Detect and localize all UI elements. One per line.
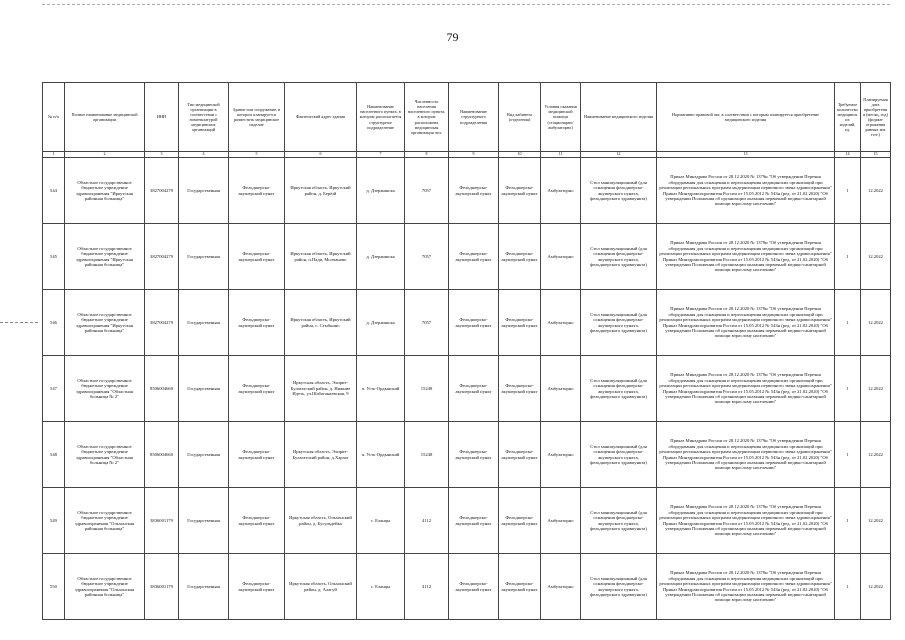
care-conditions-cell: Амбулаторно [541,554,581,620]
header-row [43,83,891,152]
purchase-date-cell: 12.2022 [861,554,891,620]
row-number-cell: 548 [43,422,65,488]
purchase-date-cell: 12.2022 [861,158,891,224]
building-cell: Фельдшерско-акушерский пункт [229,158,285,224]
legal-act-cell: Приказ Минздрава России от 28.12.2020 № 1379н "Об утверждении Перечня оборудования для оснащения и переоснащения медицинских организаций при реализации региональных программ модернизации первичного звена здравоохранения" Приказ Минздравсоцразвития России от 15.05.2012 № 543н (ред. от 21.02.2020) "Об утверждении Положения об организации оказания первичной медико-санитарной помощи взрослому населению" [657,554,835,620]
quantity-cell: 1 [835,422,861,488]
table-row [43,158,891,224]
purchase-date-cell: 12.2022 [861,422,891,488]
locality-cell: с. Еланцы [357,554,405,620]
column-number: 12 [581,152,657,158]
inn-cell: 8506004660 [145,356,179,422]
building-cell: Фельдшерско-акушерский пункт [229,356,285,422]
locality-cell: д. Дзержинска [357,290,405,356]
legal-act-cell: Приказ Минздрава России от 28.12.2020 № 1379н "Об утверждении Перечня оборудования для оснащения и переоснащения медицинских организаций при реализации региональных программ модернизации первичного звена здравоохранения" Приказ Минздравсоцразвития России от 15.05.2012 № 543н (ред. от 21.02.2020) "Об утверждении Положения об организации оказания первичной медико-санитарной помощи взрослому населению" [657,356,835,422]
org-type-cell: Государственная [179,224,229,290]
purchase-date-cell: 12.2022 [861,356,891,422]
table-row [43,554,891,620]
header-cell: Численность населения населенного пункта, в котором расположена медицинская организация чел. [405,83,449,152]
population-cell: 7057 [405,158,449,224]
address-cell: Иркутская область, Иркутский район, д. Берёзй [285,158,357,224]
quantity-cell: 1 [835,554,861,620]
quantity-cell: 1 [835,158,861,224]
device-name-cell: Стол манипуляционный (для оснащения фельдшерско-акушерского пункта, фельдшерского здравпункта) [581,290,657,356]
column-number: 3 [145,152,179,158]
inn-cell: 3827004279 [145,224,179,290]
device-name-cell: Стол манипуляционный (для оснащения фельдшерско-акушерского пункта, фельдшерского здравпункта) [581,158,657,224]
care-conditions-cell: Амбулаторно [541,158,581,224]
inn-cell: 3836001179 [145,554,179,620]
column-number: 8 [405,152,449,158]
column-number: 11 [541,152,581,158]
header-cell: Нормативно-правовой акт, в соответствии с которым планируется приобретение медицинского изделия [657,83,835,152]
header-cell: Наименование медицинского изделия [581,83,657,152]
row-number-cell: 546 [43,290,65,356]
row-number-cell: 547 [43,356,65,422]
population-cell: 15248 [405,422,449,488]
address-cell: Иркутская область, Эхирит-Булагатский район, д.Харзат [285,422,357,488]
quantity-cell: 1 [835,488,861,554]
structural-unit-cell: Фельдшерско-акушерский пункт [449,488,499,554]
row-number-cell: 545 [43,224,65,290]
cabinet-type-cell: Фельдшерско-акушерский пункт [499,422,541,488]
org-name-cell: Областное государственное бюджетное учреждение здравоохранения "Ольхонская районная больница" [65,554,145,620]
population-cell: 7057 [405,290,449,356]
device-name-cell: Стол манипуляционный (для оснащения фельдшерско-акушерского пункта, фельдшерского здравпункта) [581,488,657,554]
building-cell: Фельдшерско-акушерский пункт [229,422,285,488]
legal-act-cell: Приказ Минздрава России от 28.12.2020 № 1379н "Об утверждении Перечня оборудования для оснащения и переоснащения медицинских организаций при реализации региональных программ модернизации первичного звена здравоохранения" Приказ Минздравсоцразвития России от 15.05.2012 № 543н (ред. от 21.02.2020) "Об утверждении Положения об организации оказания первичной медико-санитарной помощи взрослому населению" [657,488,835,554]
population-cell: 15248 [405,356,449,422]
row-number-cell: 550 [43,554,65,620]
table-row [43,290,891,356]
column-number: 14 [835,152,861,158]
header-cell: № п/п [43,83,65,152]
org-name-cell: Областное государственное бюджетное учреждение здравоохранения "Областная больница № 2" [65,422,145,488]
header-cell: Наименование населенного пункта, в котором располагается структурное подразделение [357,83,405,152]
table-row [43,422,891,488]
org-name-cell: Областное государственное бюджетное учреждение здравоохранения "Ольхонская районная больница" [65,488,145,554]
header-cell: Тип медицинской организации в соответствии с номенклатурой медицинских организаций [179,83,229,152]
care-conditions-cell: Амбулаторно [541,488,581,554]
org-name-cell: Областное государственное бюджетное учреждение здравоохранения "Иркутская районная больница" [65,158,145,224]
care-conditions-cell: Амбулаторно [541,224,581,290]
locality-cell: п. Усть-Ордынский [357,356,405,422]
table-row [43,356,891,422]
care-conditions-cell: Амбулаторно [541,422,581,488]
cabinet-type-cell: Фельдшерско-акушерский пункт [499,290,541,356]
org-type-cell: Государственная [179,554,229,620]
cabinet-type-cell: Фельдшерско-акушерский пункт [499,224,541,290]
inn-cell: 3827004279 [145,290,179,356]
address-cell: Иркутская область, Ольхонский район, д. Бугульдейка [285,488,357,554]
page-number: 79 [446,30,459,44]
cabinet-type-cell: Фельдшерско-акушерский пункт [499,488,541,554]
header-cell: Полное наименование медицинской организации [65,83,145,152]
column-number: 13 [657,152,835,158]
address-cell: Иркутская область, Иркутский район, п.Пади, Молчаново [285,224,357,290]
header-cell: Фактический адрес здания [285,83,357,152]
header-cell: Вид кабинета (отделения) [499,83,541,152]
org-name-cell: Областное государственное бюджетное учреждение здравоохранения "Иркутская районная больница" [65,224,145,290]
locality-cell: п. Усть-Ордынский [357,422,405,488]
locality-cell: д. Дзержинска [357,224,405,290]
structural-unit-cell: Фельдшерско-акушерский пункт [449,224,499,290]
quantity-cell: 1 [835,356,861,422]
legal-act-cell: Приказ Минздрава России от 28.12.2020 № 1379н "Об утверждении Перечня оборудования для оснащения и переоснащения медицинских организаций при реализации региональных программ модернизации первичного звена здравоохранения" Приказ Минздравсоцразвития России от 15.05.2012 № 543н (ред. от 21.02.2020) "Об утверждении Положения об организации оказания первичной медико-санитарной помощи взрослому населению" [657,224,835,290]
device-name-cell: Стол манипуляционный (для оснащения фельдшерско-акушерского пункта, фельдшерского здравпункта) [581,356,657,422]
scan-margin-mark [0,322,38,323]
inn-cell: 8506004660 [145,422,179,488]
column-number: 1 [43,152,65,158]
structural-unit-cell: Фельдшерско-акушерский пункт [449,290,499,356]
column-number: 5 [229,152,285,158]
structural-unit-cell: Фельдшерско-акушерский пункт [449,422,499,488]
quantity-cell: 1 [835,224,861,290]
locality-cell: д. Дзержинска [357,158,405,224]
care-conditions-cell: Амбулаторно [541,356,581,422]
building-cell: Фельдшерско-акушерский пункт [229,224,285,290]
table-row [43,224,891,290]
org-type-cell: Государственная [179,356,229,422]
purchase-date-cell: 12.2022 [861,488,891,554]
device-name-cell: Стол манипуляционный (для оснащения фельдшерско-акушерского пункта, фельдшерского здравпункта) [581,554,657,620]
column-number: 2 [65,152,145,158]
address-cell: Иркутская область, Иркутский район, с. Стыбкино [285,290,357,356]
legal-act-cell: Приказ Минздрава России от 28.12.2020 № 1379н "Об утверждении Перечня оборудования для оснащения и переоснащения медицинских организаций при реализации региональных программ модернизации первичного звена здравоохранения" Приказ Минздравсоцразвития России от 15.05.2012 № 543н (ред. от 21.02.2020) "Об утверждении Положения об организации оказания первичной медико-санитарной помощи взрослому населению" [657,158,835,224]
header-cell: Планируемая дата приобретения (месяц, год) (формат отражения данных мм. гггг.) [861,83,891,152]
legal-act-cell: Приказ Минздрава России от 28.12.2020 № 1379н "Об утверждении Перечня оборудования для оснащения и переоснащения медицинских организаций при реализации региональных программ модернизации первичного звена здравоохранения" Приказ Минздравсоцразвития России от 15.05.2012 № 543н (ред. от 21.02.2020) "Об утверждении Положения об организации оказания первичной медико-санитарной помощи взрослому населению" [657,290,835,356]
org-type-cell: Государственная [179,158,229,224]
building-cell: Фельдшерско-акушерский пункт [229,290,285,356]
inn-cell: 3827004279 [145,158,179,224]
column-number: 7 [357,152,405,158]
row-number-cell: 544 [43,158,65,224]
purchase-date-cell: 12.2022 [861,290,891,356]
population-cell: 4112 [405,488,449,554]
building-cell: Фельдшерско-акушерский пункт [229,554,285,620]
equipment-table [42,82,891,620]
cabinet-type-cell: Фельдшерско-акушерский пункт [499,158,541,224]
purchase-date-cell: 12.2022 [861,224,891,290]
device-name-cell: Стол манипуляционный (для оснащения фельдшерско-акушерского пункта, фельдшерского здравпункта) [581,422,657,488]
column-number: 4 [179,152,229,158]
org-name-cell: Областное государственное бюджетное учреждение здравоохранения "Иркутская районная больница" [65,290,145,356]
org-type-cell: Государственная [179,422,229,488]
inn-cell: 3836001179 [145,488,179,554]
header-cell: Наименование структурного подразделения [449,83,499,152]
header-cell: Здание или сооружение, в котором планируется разместить медицинское изделие [229,83,285,152]
structural-unit-cell: Фельдшерско-акушерский пункт [449,554,499,620]
header-cell: Условия оказания медицинской помощи (стационарно/амбулаторно) [541,83,581,152]
cabinet-type-cell: Фельдшерско-акушерский пункт [499,554,541,620]
device-name-cell: Стол манипуляционный (для оснащения фельдшерско-акушерского пункта, фельдшерского здравпункта) [581,224,657,290]
quantity-cell: 1 [835,290,861,356]
structural-unit-cell: Фельдшерско-акушерский пункт [449,356,499,422]
header-cell: Требуемое количество медицинских изделий, ед. [835,83,861,152]
column-number: 15 [861,152,891,158]
legal-act-cell: Приказ Минздрава России от 28.12.2020 № 1379н "Об утверждении Перечня оборудования для оснащения и переоснащения медицинских организаций при реализации региональных программ модернизации первичного звена здравоохранения" Приказ Минздравсоцразвития России от 15.05.2012 № 543н (ред. от 21.02.2020) "Об утверждении Положения об организации оказания первичной медико-санитарной помощи взрослому населению" [657,422,835,488]
locality-cell: с. Еланцы [357,488,405,554]
org-name-cell: Областное государственное бюджетное учреждение здравоохранения "Областная больница № 2" [65,356,145,422]
population-cell: 4112 [405,554,449,620]
address-cell: Иркутская область, Эхирит-Булагатский район, д. Нижние Идеть, ул.Шабаганаевская, 9 [285,356,357,422]
column-number: 9 [449,152,499,158]
org-type-cell: Государственная [179,488,229,554]
care-conditions-cell: Амбулаторно [541,290,581,356]
row-number-cell: 549 [43,488,65,554]
address-cell: Иркутская область, Ольхонский район, д. Алагуй [285,554,357,620]
header-cell: ИНН [145,83,179,152]
org-type-cell: Государственная [179,290,229,356]
population-cell: 7057 [405,224,449,290]
structural-unit-cell: Фельдшерско-акушерский пункт [449,158,499,224]
cabinet-type-cell: Фельдшерско-акушерский пункт [499,356,541,422]
column-number: 10 [499,152,541,158]
table-body [43,158,891,620]
scan-top-edge [42,4,890,5]
building-cell: Фельдшерско-акушерский пункт [229,488,285,554]
table-row [43,488,891,554]
column-number: 6 [285,152,357,158]
